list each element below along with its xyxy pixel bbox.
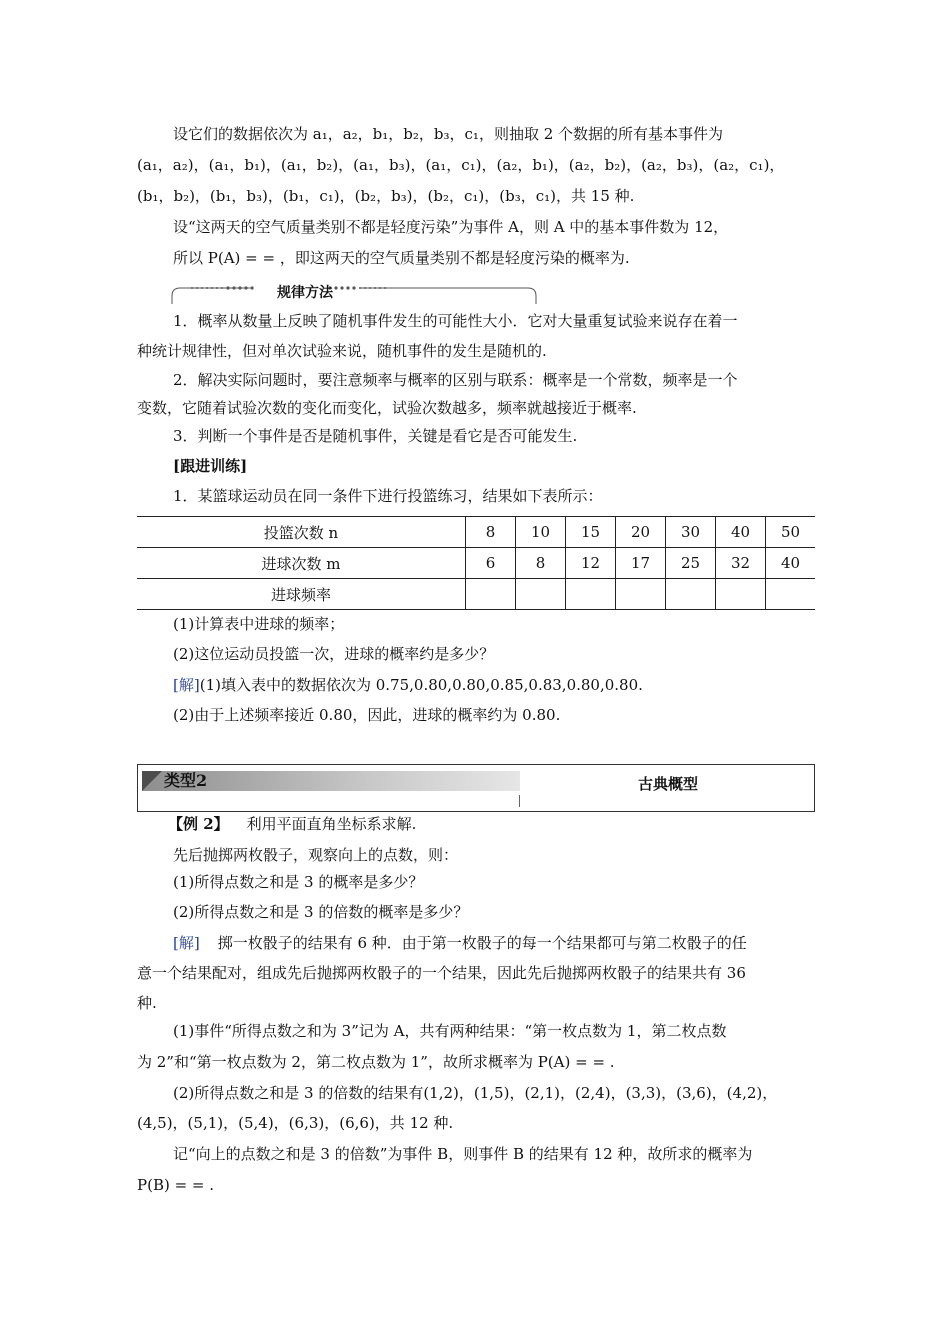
table-cell: 17: [616, 548, 666, 579]
table-cell: [716, 579, 766, 610]
table-cell: [566, 579, 616, 610]
solution-line: 种.: [137, 994, 157, 1012]
table-cell: [516, 579, 566, 610]
solution-text: 掷一枚骰子的结果有 6 种．由于第一枚骰子的每一个结果都可与第二枚骰子的任: [217, 934, 747, 952]
table-cell: 25: [666, 548, 716, 579]
text-line: 1．概率从数量上反映了随机事件发生的可能性大小．它对大量重复试验来说存在着一: [173, 312, 738, 330]
text-line: 变数，它随着试验次数的变化而变化，试验次数越多，频率就越接近于概率.: [137, 399, 637, 417]
text-line: 种统计规律性，但对单次试验来说，随机事件的发生是随机的.: [137, 342, 547, 360]
table-row-label: 进球次数 m: [137, 548, 466, 579]
table-cell: [666, 579, 716, 610]
table-cell: 6: [466, 548, 516, 579]
table-cell: [766, 579, 816, 610]
practice-heading: [跟进训练]: [173, 457, 248, 475]
table-cell: 40: [716, 517, 766, 548]
table-cell: 40: [766, 548, 816, 579]
solution-line: [173, 933, 815, 953]
section-header: [137, 764, 815, 812]
table-cell: 12: [566, 548, 616, 579]
solution-text: (1)填入表中的数据依次为 0.75,0.80,0.80,0.85,0.83,0.80,0.80.: [199, 676, 643, 694]
solution-line: (2)由于上述频率接近 0.80，因此，进球的概率约为 0.80.: [173, 706, 561, 724]
section-label-bar: [142, 771, 520, 791]
table-cell: 15: [566, 517, 616, 548]
example-question: (2)所得点数之和是 3 的倍数的概率是多少？: [173, 903, 469, 921]
table-cell: [466, 579, 516, 610]
sub-question: (2)这位运动员投篮一次，进球的概率约是多少？: [173, 645, 495, 663]
text-line: (a₁，a₂)，(a₁，b₁)，(a₁，b₂)，(a₁，b₃)，(a₁，c₁)，(a₂，b₁)，(a₂，b₂)，(a₂，b₃)，(a₂，c₁)，: [137, 156, 785, 174]
table-row: [137, 579, 815, 610]
table-cell: 8: [516, 548, 566, 579]
table-cell: 20: [616, 517, 666, 548]
table-row-label: 投篮次数 n: [137, 517, 466, 548]
table-cell: 32: [716, 548, 766, 579]
text-line: 所以 P(A) = = ，即这两天的空气质量类别不都是轻度污染的概率为.: [173, 249, 630, 267]
practice-question: 1．某篮球运动员在同一条件下进行投篮练习，结果如下表所示：: [173, 487, 603, 505]
section-title: 古典概型: [637, 775, 698, 793]
text-line: (b₁，b₂)，(b₁，b₃)，(b₁，c₁)，(b₂，b₃)，(b₂，c₁)，(b₃，c₁)，共 15 种.: [137, 187, 635, 205]
table-row: [137, 548, 815, 579]
solution-tag: [解]: [173, 934, 200, 952]
answer-line: (2)所得点数之和是 3 的倍数的结果有(1,2)，(1,5)，(2,1)，(2,4)，(3,3)，(3,6)，(4,2)，: [173, 1084, 778, 1102]
example-note: 利用平面直角坐标系求解.: [246, 815, 417, 833]
table-cell: [616, 579, 666, 610]
answer-line: P(B) = = .: [137, 1176, 215, 1194]
method-banner: [170, 280, 540, 306]
answer-line: 为 2”和“第一枚点数为 2，第二枚点数为 1”，故所求概率为 P(A) = = .: [137, 1053, 615, 1071]
text-line: 设“这两天的空气质量类别不都是轻度污染”为事件 A，则 A 中的基本事件数为 12，: [173, 218, 729, 236]
example-stem: 先后抛掷两枚骰子，观察向上的点数，则：: [173, 846, 459, 864]
text-line: 设它们的数据依次为 a₁，a₂，b₁，b₂，b₃，c₁，则抽取 2 个数据的所有基本事件为: [173, 125, 724, 143]
table-cell: 10: [516, 517, 566, 548]
banner-frame-icon: [170, 280, 540, 306]
answer-line: 记“向上的点数之和是 3 的倍数”为事件 B，则事件 B 的结果有 12 种，故所求的概率为: [173, 1145, 753, 1163]
solution-line: [173, 675, 815, 695]
solution-tag: [解]: [173, 676, 200, 694]
sub-question: (1)计算表中进球的频率；: [173, 615, 345, 633]
table-row-label: 进球频率: [137, 579, 466, 610]
example-question: (1)所得点数之和是 3 的概率是多少？: [173, 873, 424, 891]
table-cell: 30: [666, 517, 716, 548]
table-cell: 8: [466, 517, 516, 548]
table-cell: 50: [766, 517, 816, 548]
answer-line: (4,5)，(5,1)，(5,4)，(6,3)，(6,6)，共 12 种.: [137, 1114, 454, 1132]
section-label: 类型2: [164, 771, 208, 790]
shooting-table: [137, 516, 815, 610]
corner-triangle-icon: [142, 771, 162, 791]
answer-line: (1)事件“所得点数之和为 3”记为 A，共有两种结果：“第一枚点数为 1，第二枚点数: [173, 1022, 727, 1040]
text-line: 3．判断一个事件是否是随机事件，关键是看它是否可能发生.: [173, 427, 578, 445]
table-row: [137, 517, 815, 548]
divider: [519, 795, 520, 807]
example-heading: [168, 814, 815, 834]
text-line: 2．解决实际问题时，要注意频率与概率的区别与联系：概率是一个常数，频率是一个: [173, 371, 738, 389]
example-tag: 【例 2】: [168, 815, 229, 833]
method-title: 规律方法: [277, 285, 333, 301]
solution-line: 意一个结果配对，组成先后抛掷两枚骰子的一个结果，因此先后抛掷两枚骰子的结果共有 36: [137, 964, 746, 982]
